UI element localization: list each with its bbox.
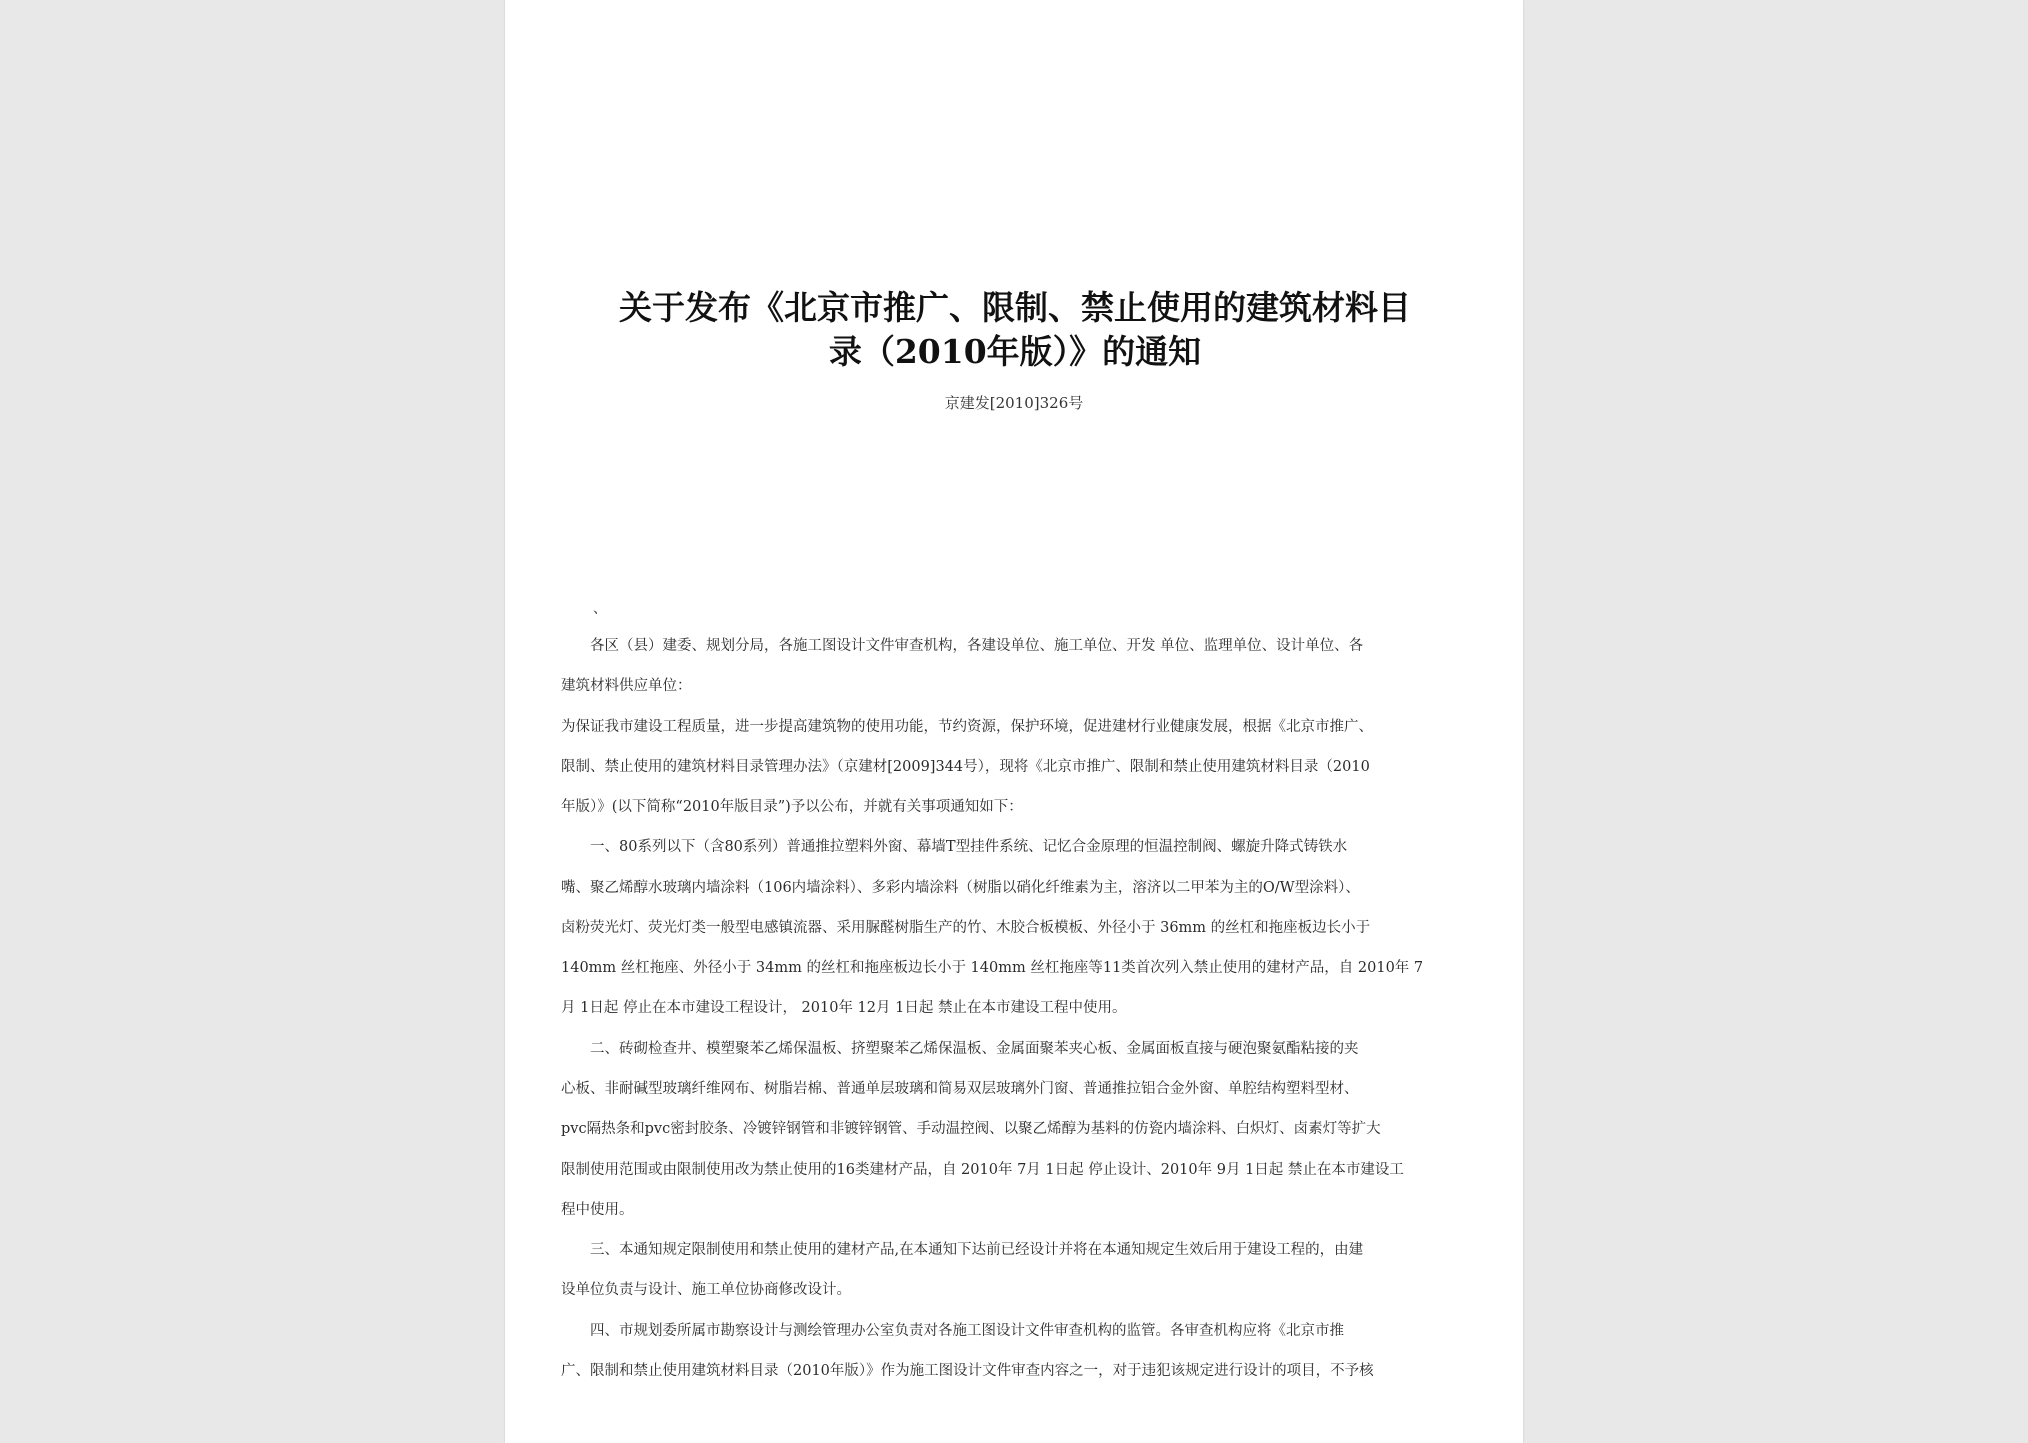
document-title-line-2: 录（2010年版）》的通知 (828, 332, 1202, 371)
document-title-line-1: 关于发布《北京市推广、限制、禁止使用的建筑材料目 (619, 288, 1411, 327)
stray-mark: 、 (593, 601, 607, 617)
body-line: 月 1日起 停止在本市建设工程设计， 2010年 12月 1日起 禁止在本市建设工程中使用。 (561, 1000, 1127, 1016)
document-number: 京建发[2010]326号 (944, 394, 1084, 412)
body-line: 140mm 丝杠拖座、外径小于 34mm 的丝杠和拖座板边长小于 140mm 丝杠拖座等11类首次列入禁止使用的建材产品，自 2010年 7 (561, 960, 1424, 976)
body-line: 程中使用。 (561, 1202, 634, 1218)
body-line: 建筑材料供应单位： (561, 678, 692, 694)
body-line: 广、限制和禁止使用建筑材料目录（2010年版）》作为施工图设计文件审查内容之一，对于违犯该规定进行设计的项目，不予核 (561, 1363, 1374, 1379)
body-line: 四、市规划委所属市勘察设计与测绘管理办公室负责对各施工图设计文件审查机构的监管。各审查机构应将《北京市推 (561, 1323, 1344, 1339)
body-line: 三、本通知规定限制使用和禁止使用的建材产品,在本通知下达前已经设计并将在本通知规定生效后用于建设工程的，由建 (561, 1242, 1364, 1258)
body-line: 限制、禁止使用的建筑材料目录管理办法》（京建材[2009]344号），现将《北京市推广、限制和禁止使用建筑材料目录（2010 (561, 759, 1370, 775)
body-line: 年版）》(以下简称“2010年版目录”)予以公布，并就有关事项通知如下： (561, 799, 1023, 815)
body-line: 卤粉荧光灯、荧光灯类一般型电感镇流器、采用脲醛树脂生产的竹、木胶合板模板、外径小于 36mm 的丝杠和拖座板边长小于 (561, 920, 1371, 936)
body-line: 嘴、聚乙烯醇水玻璃内墙涂料（106内墙涂料）、多彩内墙涂料（树脂以硝化纤维素为主，溶济以二甲苯为主的O/W型涂料）、 (561, 880, 1360, 896)
body-line: 二、砖砌检查井、模塑聚苯乙烯保温板、挤塑聚苯乙烯保温板、金属面聚苯夹心板、金属面板直接与硬泡聚氨酯粘接的夹 (561, 1041, 1359, 1057)
body-line: 心板、非耐碱型玻璃纤维网布、树脂岩棉、普通单层玻璃和简易双层玻璃外门窗、普通推拉铝合金外窗、单腔结构塑料型材、 (561, 1081, 1359, 1097)
body-line: 一、80系列以下（含80系列）普通推拉塑料外窗、幕墙T型挂件系统、记忆合金原理的恒温控制阀、螺旋升降式铸铁水 (561, 839, 1348, 855)
body-line: 为保证我市建设工程质量，进一步提高建筑物的使用功能，节约资源，保护环境，促进建材行业健康发展，根据《北京市推广、 (561, 719, 1373, 735)
document-page (505, 0, 1523, 1443)
body-line: 设单位负责与设计、施工单位协商修改设计。 (561, 1282, 851, 1298)
body-line: pvc隔热条和pvc密封胶条、冷镀锌钢管和非镀锌钢管、手动温控阀、以聚乙烯醇为基料的仿瓷内墙涂料、白炽灯、卤素灯等扩大 (561, 1121, 1381, 1137)
body-line: 限制使用范围或由限制使用改为禁止使用的16类建材产品，自 2010年 7月 1日起 停止设计、2010年 9月 1日起 禁止在本市建设工 (561, 1162, 1404, 1178)
body-line: 各区（县）建委、规划分局，各施工图设计文件审查机构，各建设单位、施工单位、开发 单位、监理单位、设计单位、各 (561, 638, 1364, 654)
